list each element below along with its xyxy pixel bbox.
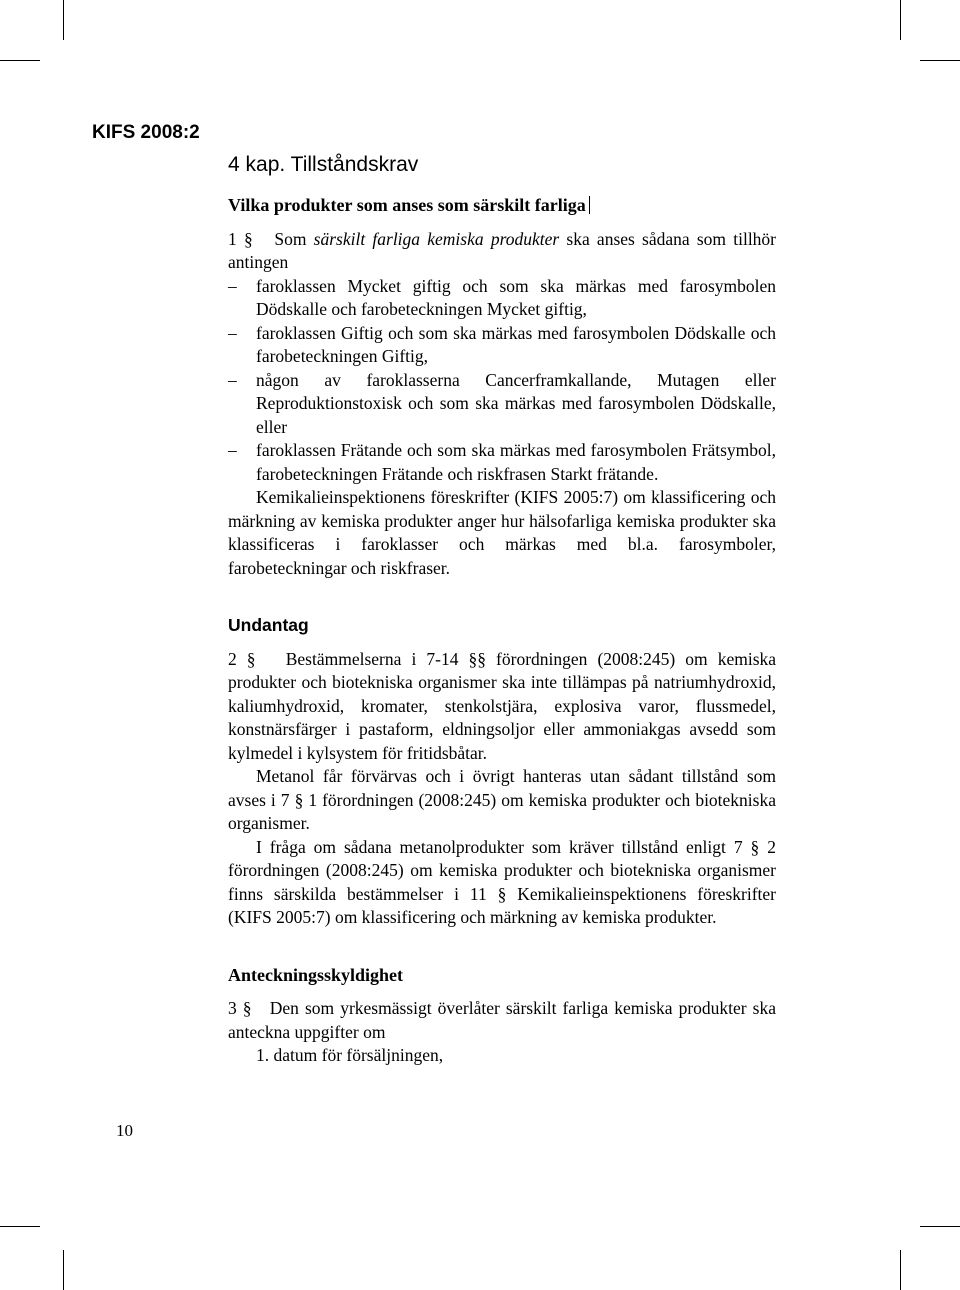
list-item: – faroklassen Mycket giftig och som ska märkas med farosymbolen Dödskalle och farobeteckningen Mycket giftig, [228,275,776,322]
paragraph-2-methanol: Metanol får förvärvas och i övrigt hanteras utan sådant tillstånd som avses i 7 § 1 förordningen (2008:245) om kemiska produkter och biotekniska organismer. [228,766,776,833]
paragraph-number: 2 § [228,648,256,669]
list-item: – någon av faroklasserna Cancerframkallande, Mutagen eller Reproduktionstoxisk och som ska märkas med farosymbolen Dödskalle, eller [228,369,776,440]
main-content [228,194,776,1068]
list-item: 1. datum för försäljningen, [256,1045,444,1065]
crop-mark-bottom-left-v [63,1250,64,1290]
crop-mark-bottom-right-h [920,1226,960,1227]
paragraph-2-methanol-products: I fråga om sådana metanolprodukter som kräver tillstånd enligt 7 § 2 förordningen (2008:245) om kemiska produkter och biotekniska organismer finns särskilda bestämmelser i 11 § Kemikalieinspektionens föreskrifter (KIFS 2005:7) om klassificering och märkning av kemiska produkter. [228,836,776,927]
page-number: 10 [116,1121,133,1140]
section-heading-dangerous-products [228,194,776,218]
list-item: – faroklassen Frätande och som ska märkas med farosymbolen Frätsymbol, farobeteckningen Frätande och riskfrasen Starkt frätande. [228,439,776,486]
text-cursor [589,196,590,214]
document-code: KIFS 2008:2 [92,122,200,143]
record-items-list [228,1044,776,1068]
paragraph-1-intro: 1 § Som särskilt farliga kemiska produkter ska anses sådana som tillhör antingen [228,228,777,272]
paragraph-2-text: 2 § Bestämmelserna i 7-14 §§ förordningen (2008:245) om kemiska produkter och biotekniska organismer ska inte tillämpas på natriumhydroxid, kaliumhydroxid, kromater, stenkolstjära, explosiva varor, flussmedel, konstnärsfärger i pastaform, eldningsoljor eller ammoniakgas avsedd som kylmedel i kylsystem för fritidsbåtar. [228,648,777,763]
hazard-class-list [228,275,776,487]
crop-mark-bottom-right-v [900,1250,901,1290]
section-heading-exceptions: Undantag [228,615,309,635]
crop-mark-top-left-v [63,0,64,40]
crop-mark-top-right-v [900,0,901,40]
paragraph-number: 3 § [228,998,252,1018]
defined-term: särskilt farliga kemiska produkter [313,228,560,249]
paragraph-1-closing: Kemikalieinspektionens föreskrifter (KIFS 2005:7) om klassificering och märkning av kemiska produkter anger hur hälsofarliga kemiska produkter ska klassificeras i faroklasser och märkas med bl.a. farosymboler, farobeteckningar och riskfraser. [228,487,776,578]
crop-mark-bottom-left-h [0,1226,40,1227]
section-heading-text: Vilka produkter som anses som särskilt farliga [228,195,586,215]
crop-mark-top-left-h [0,60,40,61]
crop-mark-top-right-h [920,60,960,61]
paragraph-number: 1 § [228,228,253,249]
section-heading-record-keeping: Anteckningsskyldighet [228,964,404,985]
chapter-title: 4 kap. Tillståndskrav [228,153,419,176]
list-item: – faroklassen Giftig och som ska märkas med farosymbolen Dödskalle och farobeteckningen Giftig, [228,322,776,369]
paragraph-3-text: 3 § Den som yrkesmässigt överlåter särskilt farliga kemiska produkter ska anteckna uppgifter om [228,998,777,1042]
